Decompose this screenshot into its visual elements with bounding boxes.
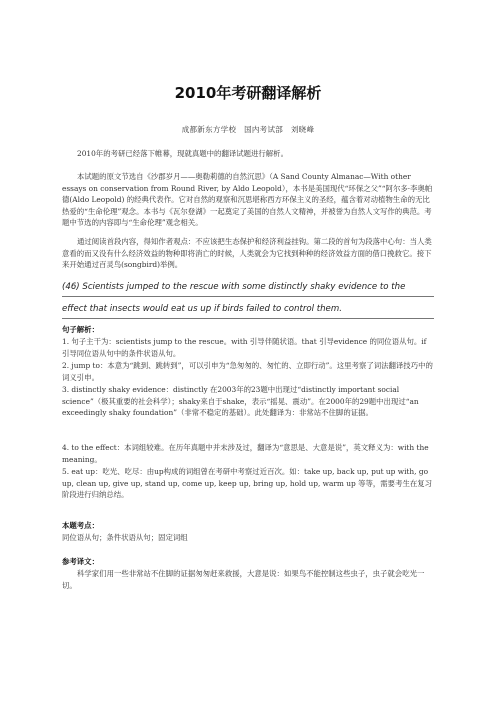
context-paragraph: 通过阅读首段内容，得知作者观点：不应该把生态保护和经济利益挂钩。第二段的首句为段落中心句：当人类意看的而又没有什么经济效益的物种即将消亡的时候，人类就会为它找到种种的经济效益方面的借口挽救它。接下来开始通过百灵鸟(songbird)举例。 <box>62 237 432 270</box>
points-text: 同位语从句；条件状语从句；固定词组 <box>62 533 188 542</box>
exam-sentence-line-2: effect that insects would eat us up if birds failed to control them. <box>62 304 342 314</box>
reference-heading: 参考译文： <box>62 557 99 566</box>
analysis-item-1: 1. 句子主干为：scientists jump to the rescue。with 引导伴随状语。that 引导evidence 的同位语从句。if 引导同位语从句中的条件状语从句。 <box>62 337 427 358</box>
source-paragraph: 本试题的原文节选自《沙郡岁月——奥勒莉德的自然沉思》（A Sand County Almanac—With other essays on conservation from Round River, by Aldo Leopold），本书是美国现代“环保之父”“阿尔多·李奥帕德(Aldo Leopold) 的经典代表作。它对自然的观察和沉思堪称西方环保主义的圣经，蕴含着对动植物生命的无比热爱的“生命伦理”观念。本书与《瓦尔登湖》一起奠定了美国的自然人文精神，并被誉为自然人文写作的典范。考题中节选的内容即与“生命伦理”观念相关。 <box>62 172 433 228</box>
page-title: 2010年考研翻译解析 <box>174 84 322 102</box>
divider <box>62 318 434 319</box>
analysis-item-4: 4. to the effect：本词组较难。在历年真题中并未涉及过，翻译为“意思是、大意是说”，英文释义为：with the meaning。 <box>62 443 429 464</box>
author-byline: 成都新东方学校 国内考试部 刘晓峰 <box>181 125 315 134</box>
exam-sentence-line-1: (46) Scientists jumped to the rescue with some distinctly shaky evidence to the <box>62 282 406 292</box>
analysis-item-3: 3. distinctly shaky evidence：distinctly 在2003年的23题中出现过“distinctly important social science”（极其重要的社会科学）；shaky来自于shake，表示“摇晃、震动”。在2000年的29题中出现过“an exceedingly shaky foundation”（非常不稳定的基础）。此处翻译为：非常站不住脚的证据。 <box>62 385 419 418</box>
analysis-item-2: 2. jump to：本意为“跳到、跳转到”，可以引申为“急匆匆的、匆忙的、立即行动”。这里考察了词法翻译技巧中的词义引申。 <box>62 361 433 382</box>
divider <box>62 296 434 297</box>
analysis-item-5: 5. eat up：吃光、吃尽：由up构成的词组曾在考研中考察过近百次。如：take up, back up, put up with, go up, clean up, give up, stand up, come up, keep up, bring up, hold up, warm up 等等，需要考生在复习阶段进行归纳总结。 <box>62 467 433 500</box>
points-heading: 本题考点： <box>62 521 99 530</box>
reference-translation: 科学家们用一些非常站不住脚的证据匆匆赶来救援，大意是说：如果鸟不能控制这些虫子，虫子就会吃光一切。 <box>62 569 425 590</box>
intro-paragraph: 2010年的考研已经落下帷幕，现就真题中的翻译试题进行解析。 <box>77 149 288 158</box>
analysis-heading: 句子解析： <box>62 325 99 334</box>
